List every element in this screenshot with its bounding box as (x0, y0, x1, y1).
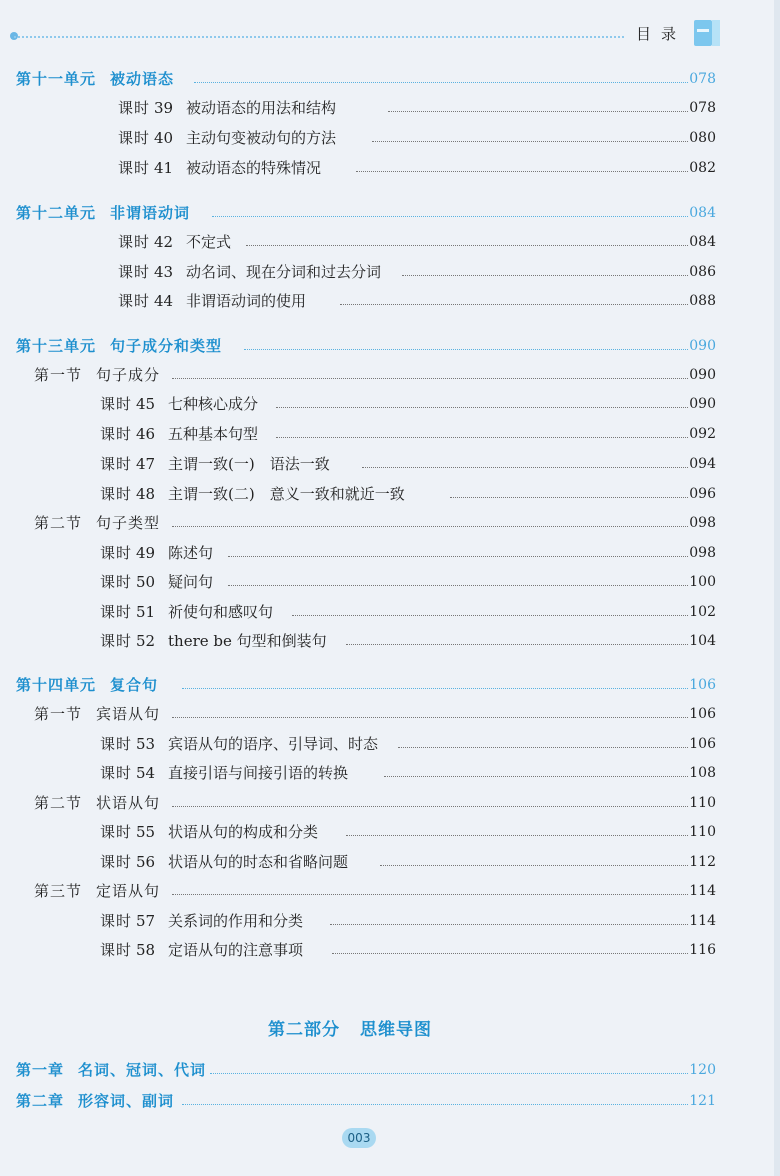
lesson-prefix: 课时 (118, 99, 151, 117)
dot-leader (246, 245, 688, 246)
toc-unit-11[interactable] (0, 68, 780, 92)
lesson-title: 疑问句 (168, 573, 214, 591)
section-page-number: 098 (689, 515, 716, 531)
lesson-number: 49 (136, 544, 156, 562)
section-label: 第一节 (34, 705, 83, 723)
toc-lesson-57[interactable] (0, 910, 780, 934)
toc-section-adverbial-clause[interactable] (0, 792, 780, 816)
toc-lesson-52[interactable] (0, 630, 780, 654)
lesson-number: 48 (136, 485, 156, 503)
lesson-page-number: 100 (689, 574, 716, 590)
lesson-title: 宾语从句的语序、引导词、时态 (168, 735, 379, 753)
lesson-number: 52 (136, 632, 156, 650)
lesson-title: 七种核心成分 (168, 395, 259, 413)
dot-leader (292, 615, 688, 616)
lesson-number: 53 (136, 735, 156, 753)
lesson-page-number: 078 (689, 100, 716, 116)
section-title: 定语从句 (96, 882, 161, 900)
lesson-page-number: 110 (689, 824, 716, 840)
lesson-number: 54 (136, 764, 156, 782)
section-label: 第二节 (34, 514, 83, 532)
dot-leader (330, 924, 688, 925)
lesson-prefix: 课时 (100, 455, 133, 473)
toc-section-sentence-types[interactable] (0, 512, 780, 536)
dot-leader (402, 275, 688, 276)
lesson-number: 51 (136, 603, 156, 621)
dot-leader (244, 349, 688, 350)
toc-lesson-45[interactable] (0, 393, 780, 417)
page-header-title: 目录 (636, 25, 687, 43)
section-page-number: 110 (689, 795, 716, 811)
toc-lesson-43[interactable] (0, 261, 780, 285)
lesson-prefix: 课时 (100, 425, 133, 443)
lesson-page-number: 104 (689, 633, 716, 649)
lesson-page-number: 090 (689, 396, 716, 412)
toc-unit-13[interactable] (0, 335, 780, 359)
section-title: 句子成分 (96, 366, 161, 384)
section-page-number: 090 (689, 367, 716, 383)
lesson-title: 主谓一致(二) 意义一致和就近一致 (168, 485, 405, 503)
lesson-prefix: 课时 (118, 159, 151, 177)
dot-leader (228, 556, 688, 557)
unit-title: 复合句 (110, 676, 159, 694)
lesson-title: 状语从句的构成和分类 (168, 823, 319, 841)
toc-lesson-42[interactable] (0, 231, 780, 255)
lesson-page-number: 092 (689, 426, 716, 442)
unit-label: 第十二单元 (16, 204, 97, 222)
lesson-number: 40 (154, 129, 174, 147)
lesson-number: 57 (136, 912, 156, 930)
lesson-prefix: 课时 (100, 603, 133, 621)
chapter-page-number: 120 (689, 1062, 716, 1078)
dot-leader (340, 304, 688, 305)
dot-leader (398, 747, 688, 748)
dot-leader (210, 1073, 688, 1074)
part-two-heading (0, 1015, 700, 1040)
chapter-title: 形容词、副词 (78, 1092, 175, 1110)
toc-unit-14[interactable] (0, 674, 780, 698)
lesson-number: 46 (136, 425, 156, 443)
section-title: 句子类型 (96, 514, 161, 532)
lesson-page-number: 096 (689, 486, 716, 502)
dot-leader (384, 776, 688, 777)
lesson-prefix: 课时 (100, 395, 133, 413)
dot-leader (172, 526, 688, 527)
toc-lesson-50[interactable] (0, 571, 780, 595)
dot-leader (182, 1104, 688, 1105)
unit-title: 非谓语动词 (110, 204, 191, 222)
toc-lesson-46[interactable] (0, 423, 780, 447)
dot-leader (450, 497, 688, 498)
section-page-number: 106 (689, 706, 716, 722)
lesson-title: 陈述句 (168, 544, 214, 562)
chapter-page-number: 121 (689, 1093, 716, 1109)
unit-label: 第十三单元 (16, 337, 97, 355)
dot-leader (172, 378, 688, 379)
toc-chapter-1[interactable] (0, 1059, 780, 1083)
dot-leader (228, 585, 688, 586)
lesson-title: 状语从句的时态和省略问题 (168, 853, 349, 871)
toc-lesson-58[interactable] (0, 939, 780, 963)
toc-lesson-54[interactable] (0, 762, 780, 786)
lesson-number: 42 (154, 233, 174, 251)
toc-lesson-51[interactable] (0, 601, 780, 625)
lesson-prefix: 课时 (100, 485, 133, 503)
toc-section-attributive-clause[interactable] (0, 880, 780, 904)
page-number: 003 (347, 1131, 371, 1145)
lesson-page-number: 094 (689, 456, 716, 472)
lesson-prefix: 课时 (100, 735, 133, 753)
dot-leader (172, 894, 688, 895)
toc-lesson-39[interactable] (0, 97, 780, 121)
lesson-prefix: 课时 (118, 292, 151, 310)
toc-lesson-53[interactable] (0, 733, 780, 757)
lesson-page-number: 088 (689, 293, 716, 309)
toc-section-sentence-parts[interactable] (0, 364, 780, 388)
lesson-number: 39 (154, 99, 174, 117)
lesson-title: 动名词、现在分词和过去分词 (186, 263, 382, 281)
dot-leader (380, 865, 688, 866)
unit-page-number: 106 (689, 677, 716, 693)
dot-leader (276, 407, 688, 408)
dot-leader (172, 806, 688, 807)
lesson-prefix: 课时 (118, 233, 151, 251)
toc-section-object-clause[interactable] (0, 703, 780, 727)
dot-leader (346, 835, 688, 836)
lesson-page-number: 098 (689, 545, 716, 561)
lesson-page-number: 112 (689, 854, 716, 870)
lesson-page-number: 116 (689, 942, 716, 958)
lesson-number: 55 (136, 823, 156, 841)
lesson-number: 41 (154, 159, 174, 177)
dot-leader (194, 82, 688, 83)
part-label: 第二部分 (268, 1020, 340, 1040)
lesson-page-number: 080 (689, 130, 716, 146)
dot-leader (182, 688, 688, 689)
chapter-label: 第二章 (16, 1092, 65, 1110)
lesson-number: 45 (136, 395, 156, 413)
lesson-title: 主谓一致(一) 语法一致 (168, 455, 330, 473)
toc-lesson-56[interactable] (0, 851, 780, 875)
lesson-number: 44 (154, 292, 174, 310)
toc-lesson-49[interactable] (0, 542, 780, 566)
lesson-title: there be 句型和倒装句 (168, 632, 327, 650)
unit-page-number: 078 (689, 71, 716, 87)
lesson-prefix: 课时 (100, 764, 133, 782)
dot-leader (388, 111, 688, 112)
section-label: 第二节 (34, 794, 83, 812)
lesson-page-number: 106 (689, 736, 716, 752)
dot-leader (332, 953, 688, 954)
toc-lesson-44[interactable] (0, 290, 780, 314)
lesson-title: 非谓语动词的使用 (186, 292, 307, 310)
lesson-prefix: 课时 (100, 632, 133, 650)
lesson-title: 定语从句的注意事项 (168, 941, 304, 959)
dot-leader (372, 141, 688, 142)
section-title: 宾语从句 (96, 705, 161, 723)
toc-lesson-40[interactable] (0, 127, 780, 151)
dot-leader (212, 216, 688, 217)
section-page-number: 114 (689, 883, 716, 899)
section-title: 状语从句 (96, 794, 161, 812)
lesson-number: 58 (136, 941, 156, 959)
lesson-page-number: 082 (689, 160, 716, 176)
lesson-prefix: 课时 (100, 573, 133, 591)
dot-leader (172, 717, 688, 718)
toc-lesson-41[interactable] (0, 157, 780, 181)
chapter-label: 第一章 (16, 1061, 65, 1079)
lesson-prefix: 课时 (100, 823, 133, 841)
lesson-page-number: 086 (689, 264, 716, 280)
part-title: 思维导图 (360, 1020, 432, 1040)
chapter-title: 名词、冠词、代词 (78, 1061, 207, 1079)
bookmark-tab-icon (694, 20, 712, 46)
unit-page-number: 090 (689, 338, 716, 354)
unit-title: 句子成分和类型 (110, 337, 223, 355)
lesson-prefix: 课时 (100, 544, 133, 562)
lesson-number: 43 (154, 263, 174, 281)
lesson-prefix: 课时 (100, 853, 133, 871)
lesson-page-number: 102 (689, 604, 716, 620)
lesson-title: 五种基本句型 (168, 425, 259, 443)
dot-leader (346, 644, 688, 645)
lesson-page-number: 084 (689, 234, 716, 250)
lesson-title: 不定式 (186, 233, 232, 251)
toc-lesson-48[interactable] (0, 483, 780, 507)
unit-title: 被动语态 (110, 70, 175, 88)
lesson-number: 47 (136, 455, 156, 473)
lesson-page-number: 108 (689, 765, 716, 781)
unit-label: 第十四单元 (16, 676, 97, 694)
lesson-prefix: 课时 (118, 129, 151, 147)
toc-unit-12[interactable] (0, 202, 780, 226)
header-dotted-rule (14, 36, 624, 38)
dot-leader (276, 437, 688, 438)
toc-lesson-47[interactable] (0, 453, 780, 477)
section-label: 第一节 (34, 366, 83, 384)
lesson-prefix: 课时 (118, 263, 151, 281)
lesson-title: 被动语态的特殊情况 (186, 159, 322, 177)
toc-lesson-55[interactable] (0, 821, 780, 845)
lesson-title: 被动语态的用法和结构 (186, 99, 337, 117)
toc-chapter-2[interactable] (0, 1090, 780, 1114)
lesson-title: 直接引语与间接引语的转换 (168, 764, 349, 782)
lesson-prefix: 课时 (100, 912, 133, 930)
lesson-prefix: 课时 (100, 941, 133, 959)
unit-page-number: 084 (689, 205, 716, 221)
lesson-page-number: 114 (689, 913, 716, 929)
page-edge-shadow (774, 0, 780, 1176)
lesson-title: 祈使句和感叹句 (168, 603, 274, 621)
dot-leader (356, 171, 688, 172)
section-label: 第三节 (34, 882, 83, 900)
lesson-title: 主动句变被动句的方法 (186, 129, 337, 147)
lesson-title: 关系词的作用和分类 (168, 912, 304, 930)
lesson-number: 56 (136, 853, 156, 871)
dot-leader (362, 467, 688, 468)
unit-label: 第十一单元 (16, 70, 97, 88)
lesson-number: 50 (136, 573, 156, 591)
bookmark-tab-fold (712, 20, 720, 46)
